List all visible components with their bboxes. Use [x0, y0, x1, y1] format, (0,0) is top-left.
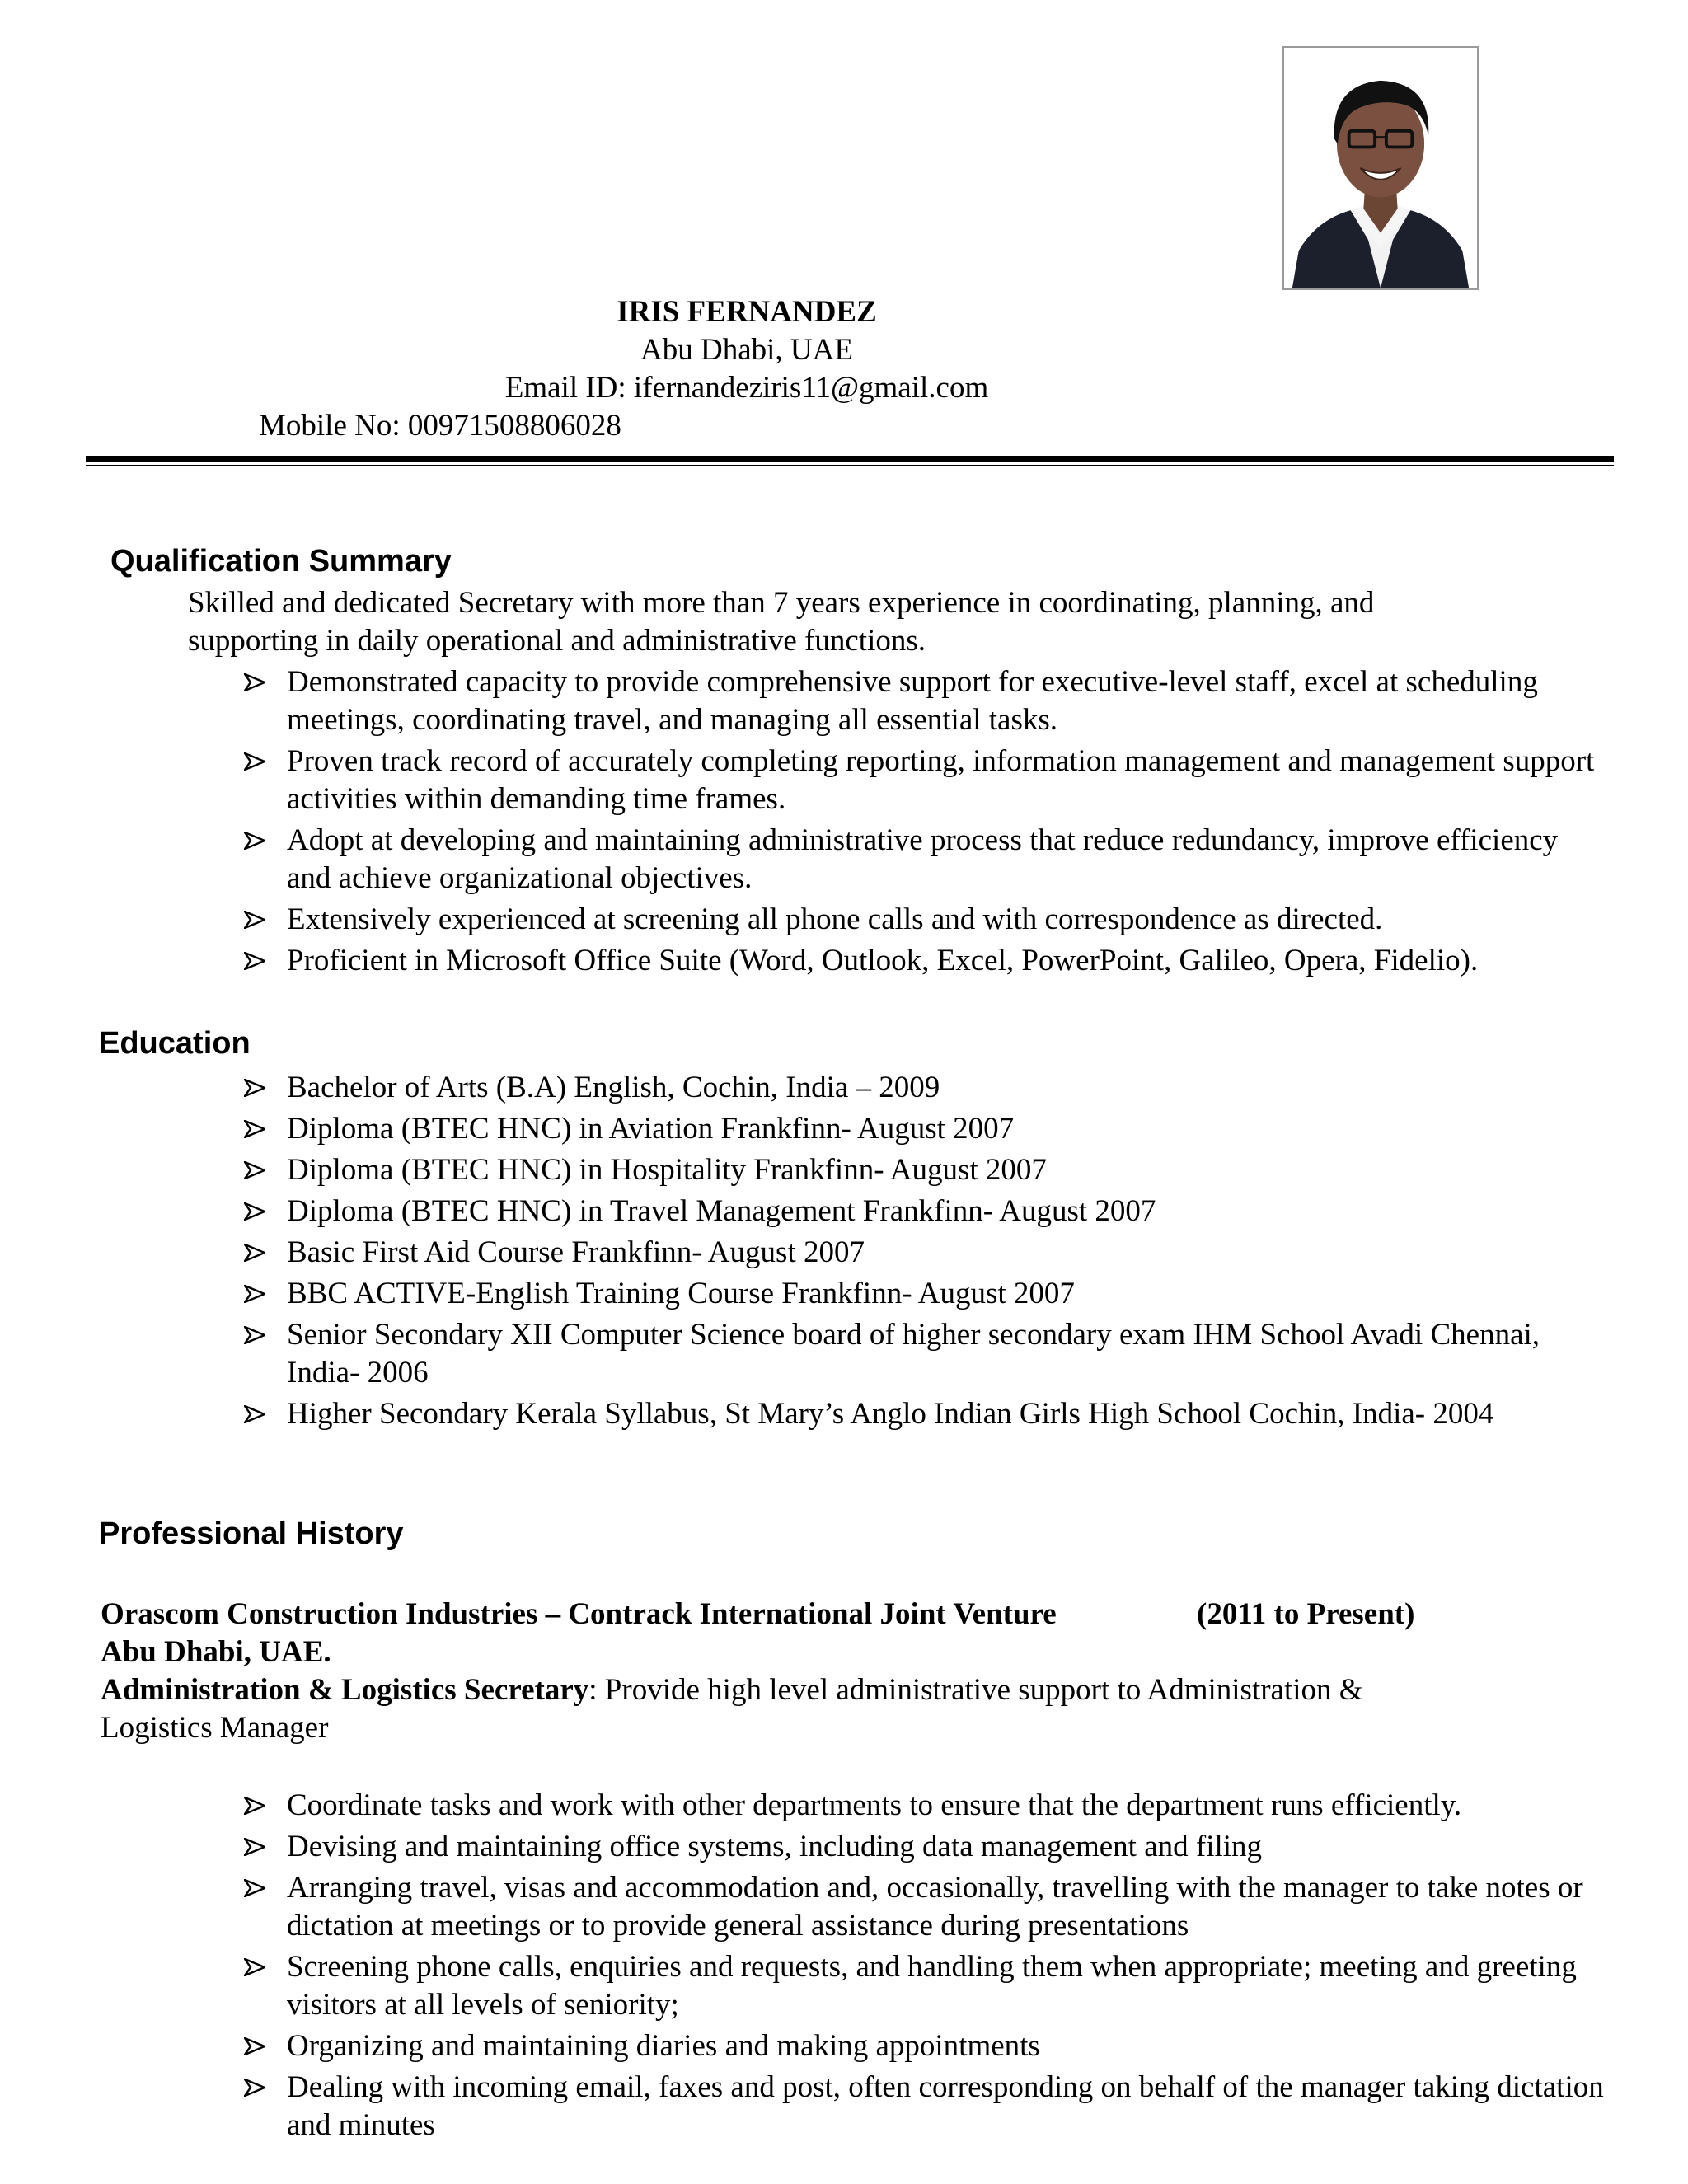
candidate-email: Email ID: ifernandeziris11@gmail.com: [504, 371, 989, 405]
arrowhead-bullet-icon: [241, 663, 270, 701]
qualification-intro-line1: Skilled and dedicated Secretary with more than 7 years experience in coordinating, planning, and: [188, 586, 1375, 620]
list-item: Dealing with incoming email, faxes and post, often corresponding on behalf of the manager taking dictation and minutes: [241, 2069, 1609, 2144]
qualification-list: [241, 663, 1609, 983]
qualification-intro-line2: supporting in daily operational and administrative functions.: [188, 624, 926, 658]
list-item: BBC ACTIVE-English Training Course Frankfinn- August 2007: [241, 1275, 1559, 1313]
arrowhead-bullet-icon: [241, 2027, 270, 2065]
arrowhead-bullet-icon: [241, 942, 270, 980]
arrowhead-bullet-icon: [241, 901, 270, 939]
list-item: Diploma (BTEC HNC) in Travel Management Frankfinn- August 2007: [241, 1193, 1559, 1230]
arrowhead-bullet-icon: [241, 1275, 270, 1313]
role-line: [101, 1671, 1363, 1709]
arrowhead-bullet-icon: [241, 1193, 270, 1230]
arrowhead-bullet-icon: [241, 1948, 270, 1986]
list-item: Screening phone calls, enquiries and requests, and handling them when appropriate; meeting and greeting visitors at all levels of seniority;: [241, 1948, 1609, 2024]
candidate-mobile: Mobile No: 00971508806028: [259, 409, 621, 443]
list-item: Diploma (BTEC HNC) in Aviation Frankfinn- August 2007: [241, 1110, 1559, 1148]
list-item: Basic First Aid Course Frankfinn- August 2007: [241, 1234, 1559, 1272]
company-location: Abu Dhabi, UAE.: [101, 1635, 331, 1669]
education-heading: Education: [99, 1026, 251, 1061]
arrowhead-bullet-icon: [241, 2069, 270, 2107]
role-description: : Provide high level administrative support to Administration &: [588, 1673, 1363, 1707]
list-item: Adopt at developing and maintaining administrative process that reduce redundancy, improve efficiency and achieve organizational objectives.: [241, 822, 1609, 898]
candidate-name: IRIS FERNANDEZ: [617, 295, 877, 329]
arrowhead-bullet-icon: [241, 1316, 270, 1354]
list-item: Proven track record of accurately completing reporting, information management and management support activities within demanding time frames.: [241, 743, 1609, 818]
header-divider-thick: [86, 456, 1614, 462]
list-item: Proficient in Microsoft Office Suite (Word, Outlook, Excel, PowerPoint, Galileo, Opera, Fidelio).: [241, 942, 1609, 980]
list-item: Coordinate tasks and work with other departments to ensure that the department runs efficiently.: [241, 1787, 1609, 1825]
list-item: Devising and maintaining office systems, including data management and filing: [241, 1828, 1609, 1866]
arrowhead-bullet-icon: [241, 1151, 270, 1189]
list-item: Extensively experienced at screening all phone calls and with correspondence as directed.: [241, 901, 1609, 939]
person-portrait-icon: [1284, 48, 1477, 288]
list-item: Arranging travel, visas and accommodation and, occasionally, travelling with the manager to take notes or dictation at meetings or to provide general assistance during presentations: [241, 1869, 1609, 1945]
role-description-continued: Logistics Manager: [101, 1711, 329, 1745]
list-item: Organizing and maintaining diaries and making appointments: [241, 2027, 1609, 2065]
education-list: [241, 1069, 1559, 1436]
arrowhead-bullet-icon: [241, 1234, 270, 1272]
profile-photo: [1282, 46, 1479, 290]
history-heading: Professional History: [99, 1516, 404, 1551]
role-title: Administration & Logistics Secretary: [101, 1673, 589, 1707]
list-item: Demonstrated capacity to provide comprehensive support for executive-level staff, excel at scheduling meetings, coordinating travel, and managing all essential tasks.: [241, 663, 1609, 739]
arrowhead-bullet-icon: [241, 743, 270, 780]
employment-period: (2011 to Present): [1197, 1597, 1415, 1631]
company-name: Orascom Construction Industries – Contrack International Joint Venture: [101, 1597, 1057, 1631]
qualification-heading: Qualification Summary: [110, 544, 452, 579]
arrowhead-bullet-icon: [241, 1395, 270, 1433]
list-item: Diploma (BTEC HNC) in Hospitality Frankfinn- August 2007: [241, 1151, 1559, 1189]
arrowhead-bullet-icon: [241, 1828, 270, 1866]
duties-list: [241, 1787, 1609, 2148]
arrowhead-bullet-icon: [241, 1787, 270, 1825]
header-divider-thin: [86, 465, 1614, 466]
arrowhead-bullet-icon: [241, 822, 270, 860]
list-item: Bachelor of Arts (B.A) English, Cochin, India – 2009: [241, 1069, 1559, 1107]
candidate-location: Abu Dhabi, UAE: [640, 333, 853, 367]
list-item: Higher Secondary Kerala Syllabus, St Mary’s Anglo Indian Girls High School Cochin, India- 2004: [241, 1395, 1559, 1433]
list-item: Senior Secondary XII Computer Science board of higher secondary exam IHM School Avadi Chennai, India- 2006: [241, 1316, 1559, 1392]
arrowhead-bullet-icon: [241, 1869, 270, 1907]
arrowhead-bullet-icon: [241, 1069, 270, 1107]
arrowhead-bullet-icon: [241, 1110, 270, 1148]
